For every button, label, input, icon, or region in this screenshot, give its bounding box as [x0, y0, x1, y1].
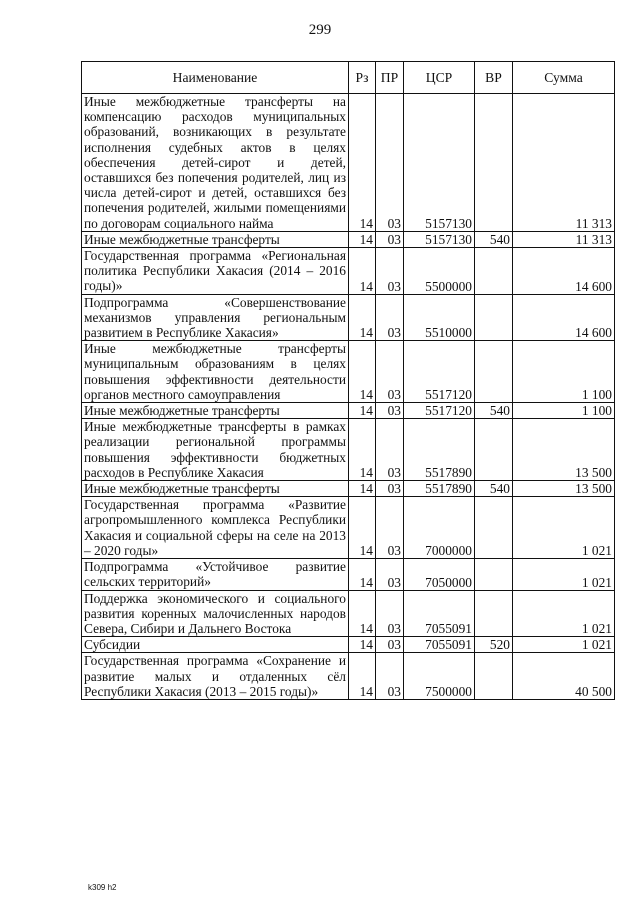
row-pr-cell: 03: [376, 637, 404, 653]
row-vr-cell: 540: [475, 481, 513, 497]
row-sum-cell: 1 021: [513, 590, 615, 637]
row-vr-cell: 540: [475, 231, 513, 247]
row-sum-cell: 11 313: [513, 94, 615, 232]
row-name-cell: Поддержка экономического и социального развития коренных малочисленных народов Севера, Сибири и Дальнего Востока: [82, 590, 349, 637]
table-row: [82, 419, 615, 481]
table-body: [82, 94, 615, 700]
row-vr-cell: [475, 497, 513, 559]
row-sum-cell: 11 313: [513, 231, 615, 247]
row-rz-cell: 14: [349, 403, 376, 419]
table-row: [82, 590, 615, 637]
row-csr-cell: 7050000: [404, 559, 475, 590]
row-csr-cell: 5517120: [404, 403, 475, 419]
row-sum-cell: 14 600: [513, 294, 615, 341]
row-name-cell: Иные межбюджетные трансферты: [82, 231, 349, 247]
table-row: [82, 497, 615, 559]
row-csr-cell: 5157130: [404, 94, 475, 232]
row-name-cell: Подпрограмма «Совершенствование механизмов управления региональным развитием в Республике Хакасия»: [82, 294, 349, 341]
table-row: [82, 559, 615, 590]
row-vr-cell: [475, 590, 513, 637]
table-row: [82, 94, 615, 232]
row-rz-cell: 14: [349, 497, 376, 559]
row-vr-cell: [475, 419, 513, 481]
table-row: [82, 294, 615, 341]
row-sum-cell: 13 500: [513, 419, 615, 481]
row-pr-cell: 03: [376, 481, 404, 497]
row-name-cell: Иные межбюджетные трансферты муниципальным образованиям в целях повышения эффективности деятельности органов местного самоуправления: [82, 341, 349, 403]
row-csr-cell: 5157130: [404, 231, 475, 247]
row-vr-cell: [475, 653, 513, 700]
row-pr-cell: 03: [376, 94, 404, 232]
row-csr-cell: 5500000: [404, 248, 475, 295]
row-rz-cell: 14: [349, 653, 376, 700]
row-sum-cell: 14 600: [513, 248, 615, 295]
row-name-cell: Государственная программа «Сохранение и развитие малых и отдаленных сёл Республики Хакасия (2013 – 2015 годы)»: [82, 653, 349, 700]
row-pr-cell: 03: [376, 294, 404, 341]
table-row: [82, 248, 615, 295]
row-pr-cell: 03: [376, 341, 404, 403]
row-pr-cell: 03: [376, 559, 404, 590]
column-header-sum: Сумма: [513, 62, 615, 94]
table-row: [82, 403, 615, 419]
row-vr-cell: [475, 248, 513, 295]
row-csr-cell: 5517890: [404, 419, 475, 481]
row-rz-cell: 14: [349, 590, 376, 637]
row-rz-cell: 14: [349, 231, 376, 247]
row-name-cell: Подпрограмма «Устойчивое развитие сельских территорий»: [82, 559, 349, 590]
row-sum-cell: 40 500: [513, 653, 615, 700]
row-rz-cell: 14: [349, 419, 376, 481]
row-name-cell: Государственная программа «Региональная политика Республики Хакасия (2014 – 2016 годы)»: [82, 248, 349, 295]
table-header-row: [82, 62, 615, 94]
table-row: [82, 231, 615, 247]
row-pr-cell: 03: [376, 497, 404, 559]
row-pr-cell: 03: [376, 231, 404, 247]
row-csr-cell: 5510000: [404, 294, 475, 341]
row-rz-cell: 14: [349, 637, 376, 653]
row-csr-cell: 7500000: [404, 653, 475, 700]
row-sum-cell: 13 500: [513, 481, 615, 497]
budget-table: [81, 61, 615, 700]
row-csr-cell: 7055091: [404, 637, 475, 653]
row-pr-cell: 03: [376, 653, 404, 700]
row-name-cell: Иные межбюджетные трансферты в рамках реализации региональной программы повышения эффективности бюджетных расходов в Республике Хакасия: [82, 419, 349, 481]
row-csr-cell: 7055091: [404, 590, 475, 637]
row-rz-cell: 14: [349, 248, 376, 295]
row-name-cell: Государственная программа «Развитие агропромышленного комплекса Республики Хакасия и социальной сферы на селе на 2013 – 2020 годы»: [82, 497, 349, 559]
row-rz-cell: 14: [349, 94, 376, 232]
column-header-rz: Рз: [349, 62, 376, 94]
row-sum-cell: 1 100: [513, 403, 615, 419]
row-csr-cell: 7000000: [404, 497, 475, 559]
row-rz-cell: 14: [349, 559, 376, 590]
row-vr-cell: 520: [475, 637, 513, 653]
row-name-cell: Иные межбюджетные трансферты: [82, 481, 349, 497]
column-header-name: Наименование: [82, 62, 349, 94]
row-csr-cell: 5517120: [404, 341, 475, 403]
row-vr-cell: [475, 94, 513, 232]
column-header-vr: ВР: [475, 62, 513, 94]
column-header-csr: ЦСР: [404, 62, 475, 94]
row-sum-cell: 1 021: [513, 497, 615, 559]
row-rz-cell: 14: [349, 294, 376, 341]
column-header-pr: ПР: [376, 62, 404, 94]
row-pr-cell: 03: [376, 419, 404, 481]
row-sum-cell: 1 021: [513, 637, 615, 653]
row-name-cell: Иные межбюджетные трансферты на компенсацию расходов муниципальных образований, возникающих в результате исполнения судебных актов в целях обеспечения детей-сирот и детей, оставшихся без попечения родителей, лиц из числа детей-сирот и детей, оставшихся без попечения родителей, жилыми помещениями по договорам социального найма: [82, 94, 349, 232]
table-row: [82, 653, 615, 700]
row-vr-cell: [475, 294, 513, 341]
row-rz-cell: 14: [349, 341, 376, 403]
row-pr-cell: 03: [376, 248, 404, 295]
table-row: [82, 481, 615, 497]
row-pr-cell: 03: [376, 403, 404, 419]
row-vr-cell: [475, 341, 513, 403]
row-sum-cell: 1 021: [513, 559, 615, 590]
row-rz-cell: 14: [349, 481, 376, 497]
table-row: [82, 341, 615, 403]
row-name-cell: Иные межбюджетные трансферты: [82, 403, 349, 419]
table-row: [82, 637, 615, 653]
row-vr-cell: [475, 559, 513, 590]
row-name-cell: Субсидии: [82, 637, 349, 653]
row-vr-cell: 540: [475, 403, 513, 419]
page-number: 299: [308, 22, 332, 38]
footer-code: k309 h2: [88, 883, 117, 892]
row-pr-cell: 03: [376, 590, 404, 637]
row-sum-cell: 1 100: [513, 341, 615, 403]
row-csr-cell: 5517890: [404, 481, 475, 497]
